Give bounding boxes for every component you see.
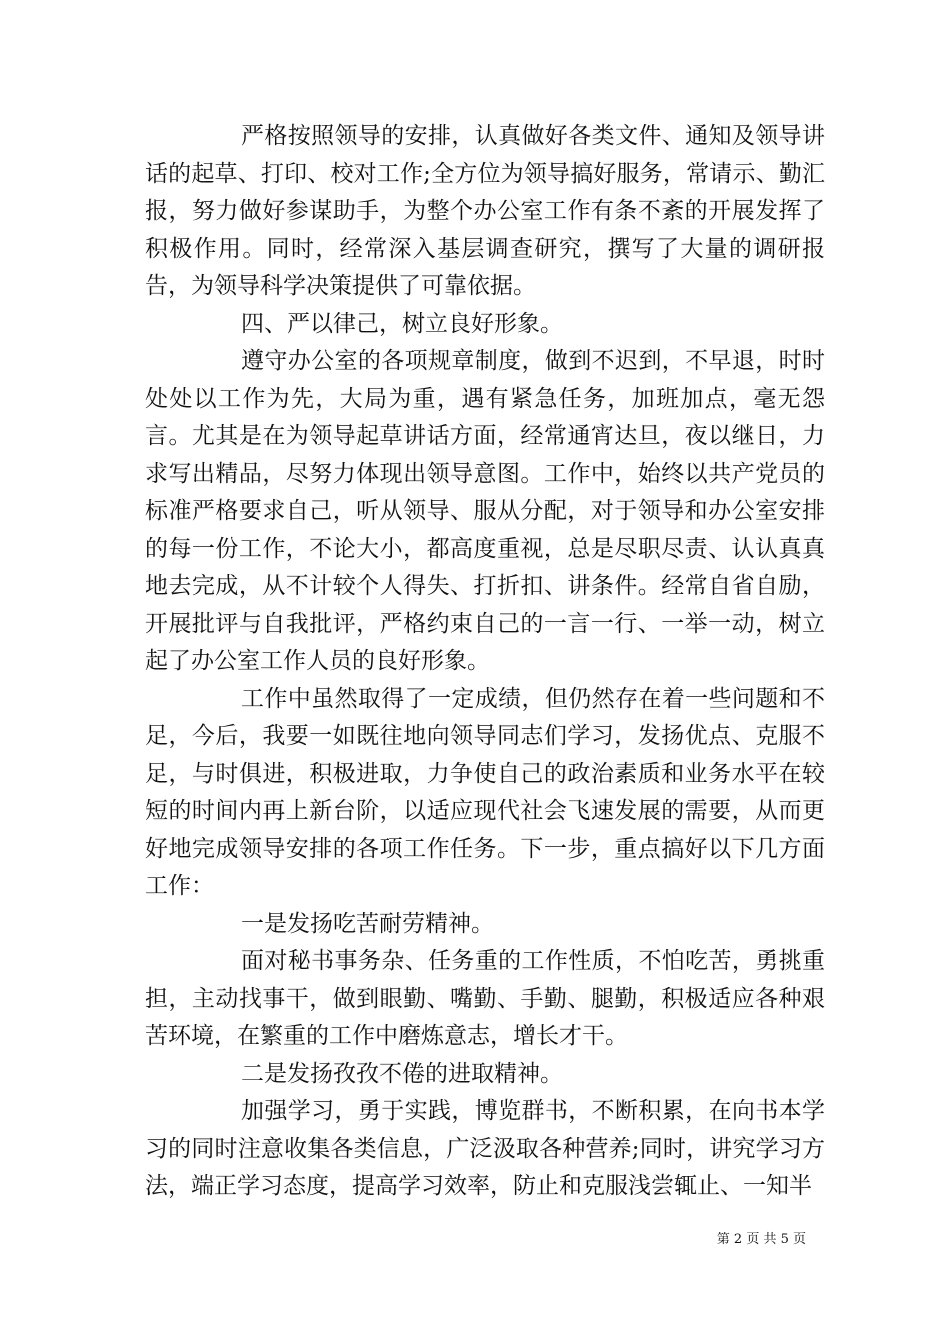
heading-self-discipline: 四、严以律己，树立良好形象。 [241,310,563,337]
paragraph-shortcomings-and-plans: 工作中虽然取得了一定成绩，但仍然存在着一些问题和不足，今后，我要一如既往地向领导同志们学习，发扬优点、克服不足，与时俱进，积极进取，力争使自己的政治素质和业务水平在较短的时间内再上新台阶，以适应现代社会飞速发展的需要，从而更好地完成领导安排的各项工作任务。下一步，重点搞好以下几方面工作： [145,685,825,899]
heading-hardworking-spirit: 一是发扬吃苦耐劳精神。 [241,910,494,937]
paragraph-hardworking-spirit: 面对秘书事务杂、任务重的工作性质，不怕吃苦，勇挑重担，主动找事干，做到眼勤、嘴勤、手勤、腿勤，积极适应各种艰苦环境，在繁重的工作中磨炼意志，增长才干。 [145,948,825,1049]
paragraph-office-rules: 遵守办公室的各项规章制度，做到不迟到，不早退，时时处处以工作为先，大局为重，遇有紧急任务，加班加点，毫无怨言。尤其是在为领导起草讲话方面，经常通宵达旦，夜以继日，力求写出精品，尽努力体现出领导意图。工作中，始终以共产党员的标准严格要求自己，听从领导、服从分配，对于领导和办公室安排的每一份工作，不论大小，都高度重视，总是尽职尽责、认认真真地去完成，从不计较个人得失、打折扣、讲条件。经常自省自励，开展批评与自我批评，严格约束自己的一言一行、一举一动，树立起了办公室工作人员的良好形象。 [145,348,825,674]
document-body [145,118,825,1206]
paragraph-drafting-service: 严格按照领导的安排，认真做好各类文件、通知及领导讲话的起草、打印、校对工作;全方位为领导搞好服务，常请示、勤汇报，努力做好参谋助手，为整个办公室工作有条不紊的开展发挥了积极作用。同时，经常深入基层调查研究，撰写了大量的调研报告，为领导科学决策提供了可靠依据。 [145,123,825,299]
heading-enterprising-spirit: 二是发扬孜孜不倦的进取精神。 [241,1060,563,1087]
paragraph-learning: 加强学习，勇于实践，博览群书，不断积累，在向书本学习的同时注意收集各类信息，广泛汲取各种营养;同时，讲究学习方法，端正学习态度，提高学习效率，防止和克服浅尝辄止、一知半 [145,1098,825,1199]
page-number: 第 2 页 共 5 页 [716,1232,806,1247]
